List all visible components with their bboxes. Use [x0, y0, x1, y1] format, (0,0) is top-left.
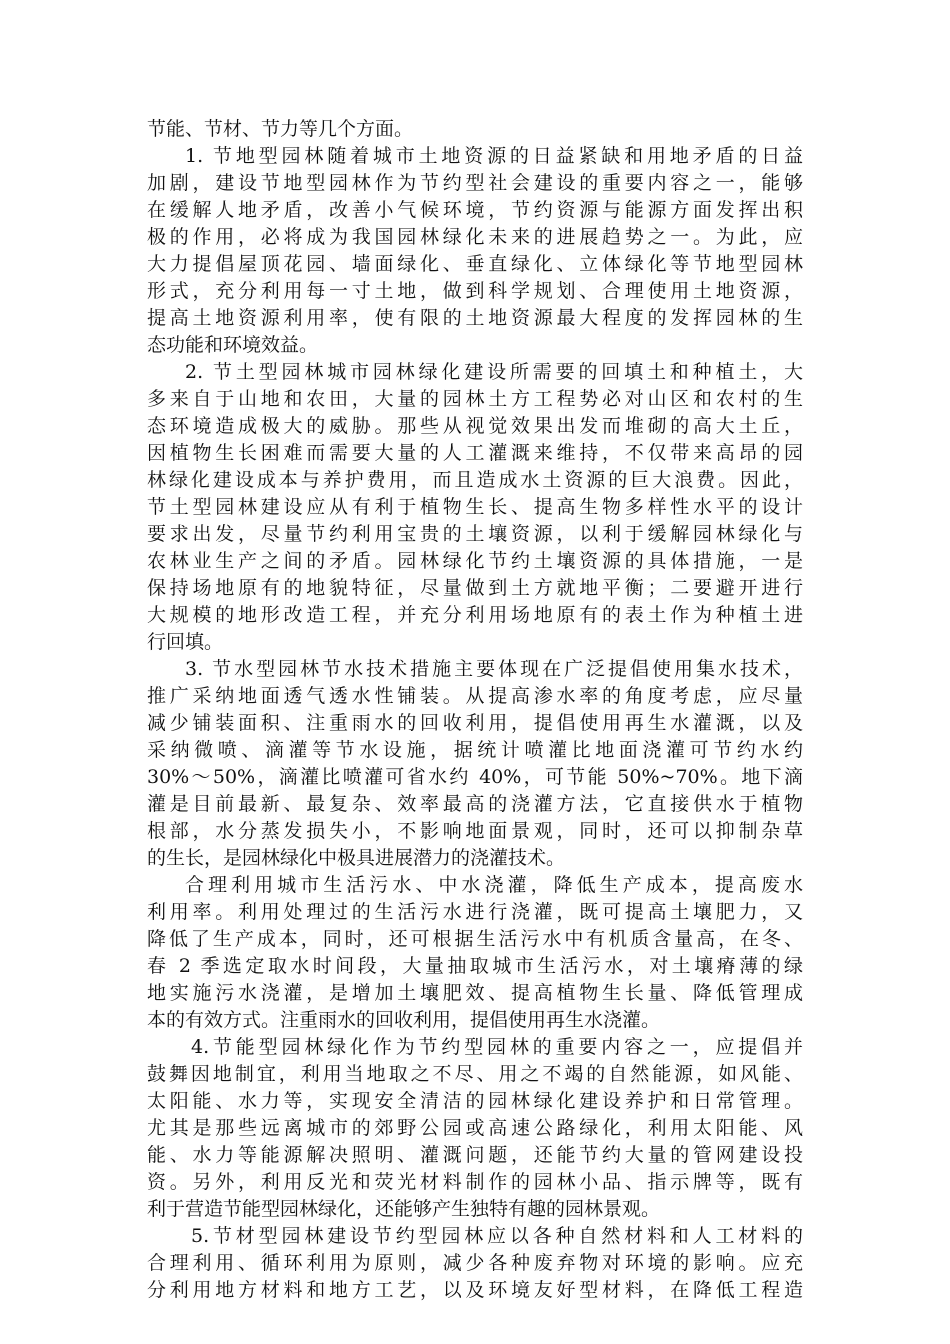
paragraph-first-line: 4.节能型园林绿化作为节约型园林的重要内容之一，应提倡并 [191, 1036, 803, 1058]
paragraph-line: 大力提倡屋顶花园、墙面绿化、垂直绿化、立体绿化等节地型园林 [147, 253, 803, 275]
paragraph-first-line: 1. 节地型园林随着城市土地资源的日益紧缺和用地矛盾的日益 [185, 145, 803, 167]
paragraph-line: 能、水力等能源解决照明、灌溉问题，还能节约大量的管网建设投 [147, 1144, 803, 1166]
paragraph-line: 形式，充分利用每一寸土地，做到科学规划、合理使用土地资源， [147, 280, 803, 302]
paragraph-line: 采纳微喷、滴灌等节水设施，据统计喷灌比地面浇灌可节约水约 [147, 739, 803, 761]
paragraph-line: 根部，水分蒸发损失小，不影响地面景观，同时，还可以抑制杂草 [147, 820, 803, 842]
paragraph-line: 林绿化建设成本与养护费用，而且造成水土资源的巨大浪费。因此， [147, 469, 803, 491]
paragraph-line: 利用率。利用处理过的生活污水进行浇灌，既可提高土壤肥力，又 [147, 901, 803, 923]
paragraph-line: 行回填。 [147, 631, 224, 653]
paragraph-line: 农林业生产之间的矛盾。园林绿化节约土壤资源的具体措施，一是 [147, 550, 803, 572]
paragraph-line: 在缓解人地矛盾，改善小气候环境，节约资源与能源方面发挥出积 [147, 199, 803, 221]
paragraph-line: 加剧，建设节地型园林作为节约型社会建设的重要内容之一，能够 [147, 172, 803, 194]
paragraph-line: 要求出发，尽量节约利用宝贵的土壤资源，以利于缓解园林绿化与 [147, 523, 803, 545]
paragraph-line: 春 2 季选定取水时间段，大量抽取城市生活污水，对土壤瘠薄的绿 [147, 955, 803, 977]
paragraph-first-line: 3. 节水型园林节水技术措施主要体现在广泛提倡使用集水技术， [185, 658, 803, 680]
paragraph-line: 的生长，是园林绿化中极具进展潜力的浇灌技术。 [147, 847, 566, 869]
body-text [147, 116, 803, 1304]
paragraph-line: 态功能和环境效益。 [147, 334, 319, 356]
paragraph-line: 节土型园林建设应从有利于植物生长、提高生物多样性水平的设计 [147, 496, 803, 518]
paragraph-line: 大规模的地形改造工程，并充分利用场地原有的表土作为种植土进 [147, 604, 803, 626]
paragraph-line: 降低了生产成本，同时，还可根据生活污水中有机质含量高，在冬、 [147, 928, 803, 950]
paragraph-line: 分利用地方材料和地方工艺，以及环境友好型材料，在降低工程造 [147, 1279, 803, 1301]
paragraph-line: 极的作用，必将成为我国园林绿化未来的进展趋势之一。为此，应 [147, 226, 803, 248]
paragraph-line: 利于营造节能型园林绿化，还能够产生独特有趣的园林景观。 [147, 1198, 661, 1220]
paragraph-line: 30%～50%，滴灌比喷灌可省水约 40%，可节能 50%~70%。地下滴 [147, 766, 803, 788]
paragraph-line: 尤其是那些远离城市的郊野公园或高速公路绿化，利用太阳能、风 [147, 1117, 803, 1139]
paragraph-line: 灌是目前最新、最复杂、效率最高的浇灌方法，它直接供水于植物 [147, 793, 803, 815]
paragraph-line: 太阳能、水力等，实现安全清洁的园林绿化建设养护和日常管理。 [147, 1090, 803, 1112]
paragraph-line: 减少铺装面积、注重雨水的回收利用，提倡使用再生水灌溉，以及 [147, 712, 803, 734]
paragraph-line: 推广采纳地面透气透水性铺装。从提高渗水率的角度考虑，应尽量 [147, 685, 803, 707]
paragraph-line: 节能、节材、节力等几个方面。 [147, 118, 414, 140]
paragraph-line: 地实施污水浇灌，是增加土壤肥效、提高植物生长量、降低管理成 [147, 982, 803, 1004]
paragraph-first-line: 2. 节土型园林城市园林绿化建设所需要的回填土和种植土，大 [185, 361, 803, 383]
paragraph-first-line: 5.节材型园林建设节约型园林应以各种自然材料和人工材料的 [191, 1225, 803, 1247]
paragraph-first-line: 合理利用城市生活污水、中水浇灌，降低生产成本，提高废水 [185, 874, 803, 896]
paragraph-line: 提高土地资源利用率，使有限的土地资源最大程度的发挥园林的生 [147, 307, 803, 329]
paragraph-line: 因植物生长困难而需要大量的人工灌溉来维持，不仅带来高昂的园 [147, 442, 803, 464]
paragraph-line: 鼓舞因地制宜，利用当地取之不尽、用之不竭的自然能源，如风能、 [147, 1063, 803, 1085]
paragraph-line: 保持场地原有的地貌特征，尽量做到土方就地平衡；二要避开进行 [147, 577, 803, 599]
paragraph-line: 多来自于山地和农田，大量的园林土方工程势必对山区和农村的生 [147, 388, 803, 410]
paragraph-line: 合理利用、循环利用为原则，减少各种废弃物对环境的影响。应充 [147, 1252, 803, 1274]
paragraph-line: 本的有效方式。注重雨水的回收利用，提倡使用再生水浇灌。 [147, 1009, 661, 1031]
paragraph-line: 资。另外，利用反光和荧光材料制作的园林小品、指示牌等，既有 [147, 1171, 803, 1193]
paragraph-line: 态环境造成极大的威胁。那些从视觉效果出发而堆砌的高大土丘， [147, 415, 803, 437]
